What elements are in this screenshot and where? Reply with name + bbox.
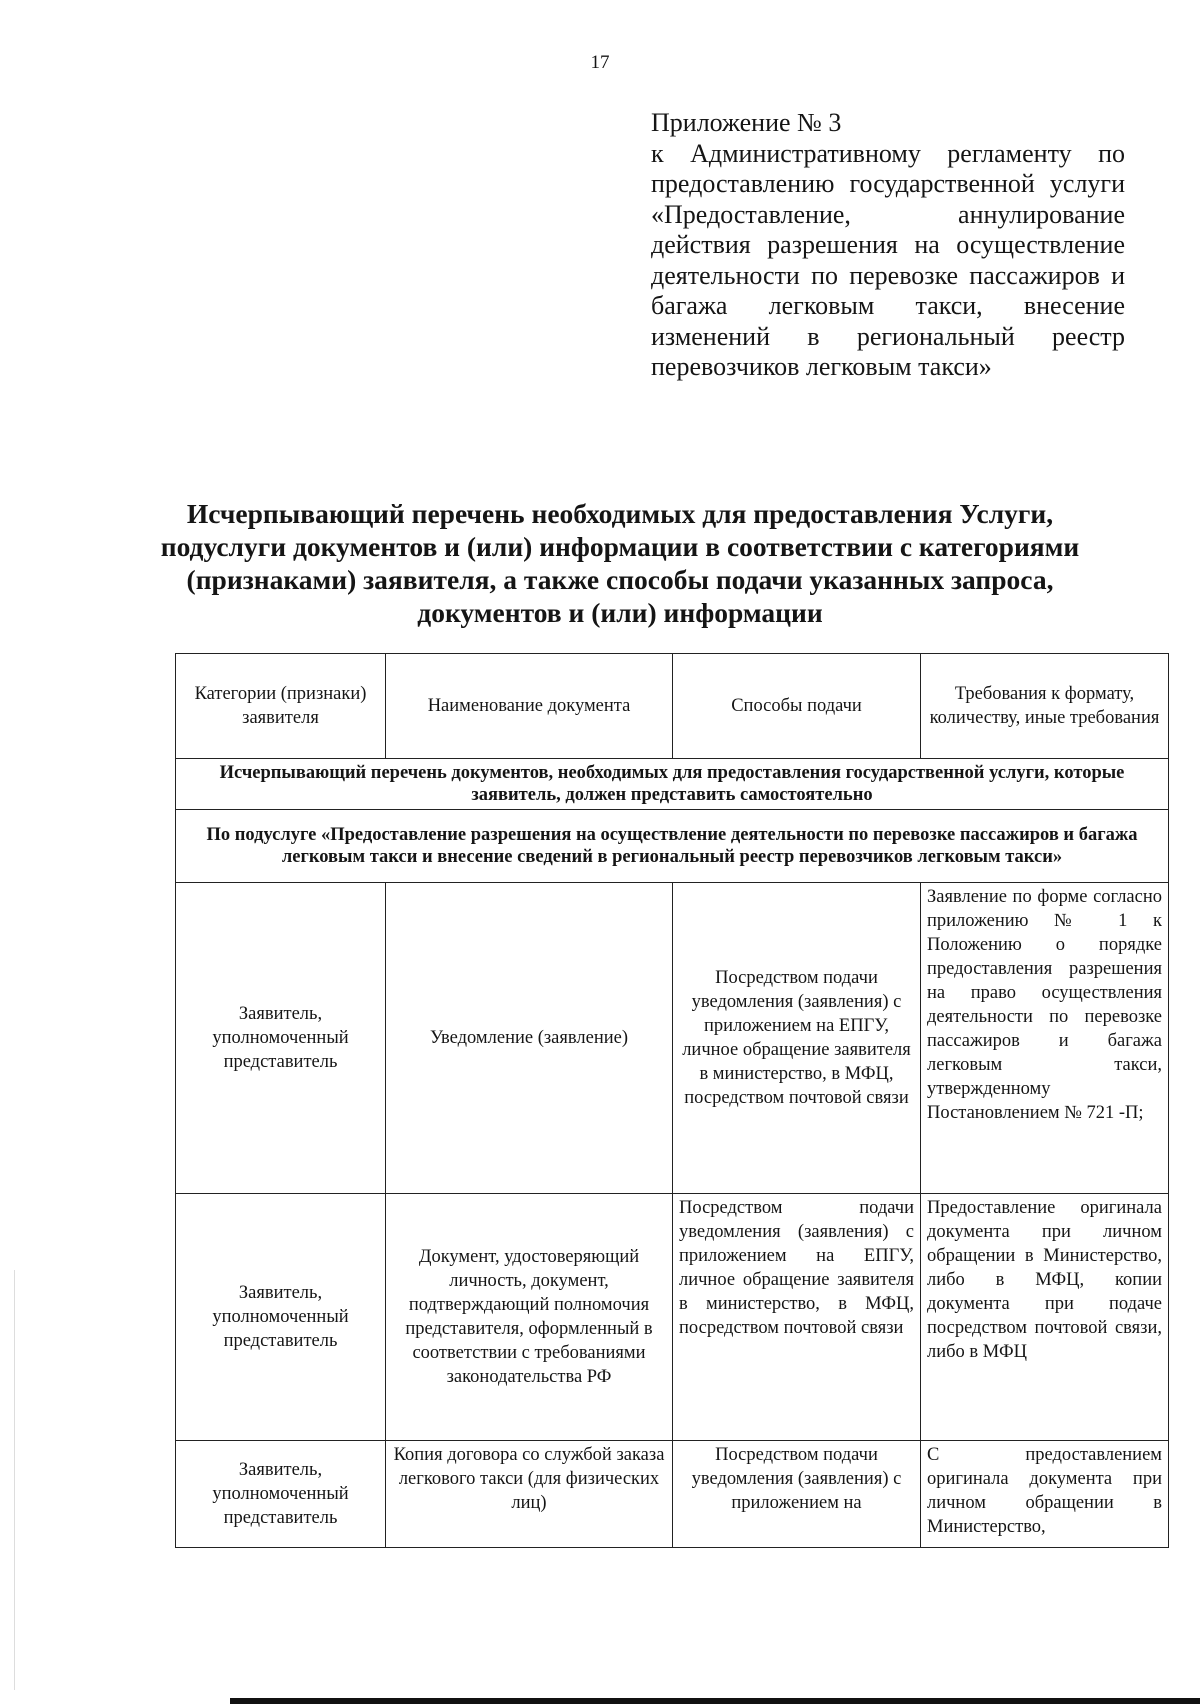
document-title: Исчерпывающий перечень необходимых для предоставления Услуги, подуслуги документов и (или) информации в соответствии с категориями (признаками) заявителя, а также способы подачи указанных запроса, документов и (или) информации bbox=[160, 498, 1080, 628]
table-row bbox=[176, 1194, 1169, 1441]
header-category: Категории (признаки) заявителя bbox=[176, 654, 386, 759]
cell-requirements: С предоставлением оригинала документа при личном обращении в Министерство, bbox=[921, 1441, 1169, 1548]
scan-bottom-edge bbox=[230, 1698, 1200, 1704]
requirements-table bbox=[175, 653, 1169, 1548]
table-row bbox=[176, 883, 1169, 1194]
cell-category: Заявитель, уполномоченный представитель bbox=[176, 883, 386, 1194]
header-method: Способы подачи bbox=[673, 654, 921, 759]
cell-document: Копия договора со службой заказа легкового такси (для физических лиц) bbox=[386, 1441, 673, 1548]
cell-document: Уведомление (заявление) bbox=[386, 883, 673, 1194]
header-requirements: Требования к формату, количеству, иные требования bbox=[921, 654, 1169, 759]
cell-category: Заявитель, уполномоченный представитель bbox=[176, 1441, 386, 1548]
cell-method: Посредством подачи уведомления (заявления) с приложением на ЕПГУ, личное обращение заявителя в министерство, в МФЦ, посредством почтовой связи bbox=[673, 883, 921, 1194]
table-header-row bbox=[176, 654, 1169, 759]
section-heading-1: Исчерпывающий перечень документов, необходимых для предоставления государственной услуги, которые заявитель, должен представить самостоятельно bbox=[176, 759, 1169, 810]
cell-document: Документ, удостоверяющий личность, документ, подтверждающий полномочия представителя, оформленный в соответствии с требованиями законодательства РФ bbox=[386, 1194, 673, 1441]
section-heading-2: По подуслуге «Предоставление разрешения на осуществление деятельности по перевозке пассажиров и багажа легковым такси и внесение сведений в региональный реестр перевозчиков легковым такси» bbox=[176, 810, 1169, 883]
cell-category: Заявитель, уполномоченный представитель bbox=[176, 1194, 386, 1441]
section-row bbox=[176, 810, 1169, 883]
section-row bbox=[176, 759, 1169, 810]
appendix-block bbox=[651, 108, 1125, 383]
scan-margin-mark bbox=[14, 1270, 15, 1690]
header-document: Наименование документа bbox=[386, 654, 673, 759]
page-number: 17 bbox=[590, 52, 610, 73]
appendix-title: Приложение № 3 bbox=[651, 108, 842, 137]
cell-method: Посредством подачи уведомления (заявления) с приложением на ЕПГУ, личное обращение заявителя в министерство, в МФЦ, посредством почтовой связи bbox=[673, 1194, 921, 1441]
cell-requirements: Заявление по форме согласно приложению № 1 к Положению о порядке предоставления разрешения на право осуществления деятельности по перевозке пассажиров и багажа легковым такси, утвержденному Постановлением № 721 -П; bbox=[921, 883, 1169, 1194]
cell-method: Посредством подачи уведомления (заявления) с приложением на bbox=[673, 1441, 921, 1548]
appendix-body: к Административному регламенту по предоставлению государственной услуги «Предоставление, аннулирование действия разрешения на осуществление деятельности по перевозке пассажиров и багажа легковым такси, внесение изменений в региональный реестр перевозчиков легковым такси» bbox=[651, 138, 1125, 381]
cell-requirements: Предоставление оригинала документа при личном обращении в Министерство, либо в МФЦ, копии документа при подаче посредством почтовой связи, либо в МФЦ bbox=[921, 1194, 1169, 1441]
table-row bbox=[176, 1441, 1169, 1548]
